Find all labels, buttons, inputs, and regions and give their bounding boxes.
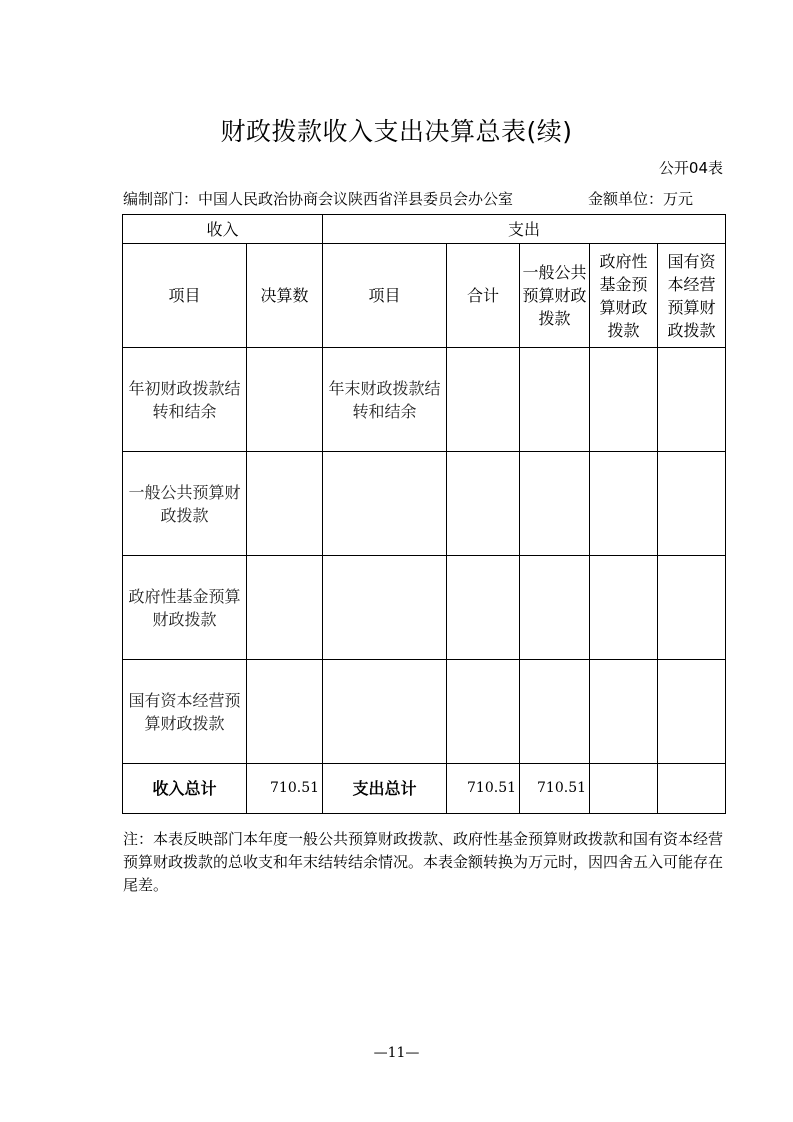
page-title: 财政拨款收入支出决算总表(续) bbox=[220, 117, 573, 146]
row-gov-fund bbox=[590, 556, 658, 660]
row-expense-total bbox=[447, 348, 520, 452]
col-gov-fund: 政府性基金预算财政拨款 bbox=[590, 244, 658, 348]
col-income-item: 项目 bbox=[123, 244, 247, 348]
row-expense-item bbox=[323, 452, 447, 556]
row-income-item: 政府性基金预算财政拨款 bbox=[123, 556, 247, 660]
row-gov-fund bbox=[590, 660, 658, 764]
row-gov-fund bbox=[590, 348, 658, 452]
income-group-header: 收入 bbox=[123, 215, 323, 244]
income-total-label: 收入总计 bbox=[123, 764, 247, 814]
row-income-amount bbox=[247, 348, 323, 452]
totals-row bbox=[123, 764, 726, 814]
form-number: 公开04表 bbox=[658, 159, 723, 177]
col-income-amount: 决算数 bbox=[247, 244, 323, 348]
row-expense-total bbox=[447, 660, 520, 764]
expense-group-header: 支出 bbox=[323, 215, 726, 244]
table-row bbox=[123, 452, 726, 556]
footnote: 注：本表反映部门本年度一般公共预算财政拨款、政府性基金预算财政拨款和国有资本经营预算财政拨款的总收支和年末结转结余情况。本表金额转换为万元时，因四舍五入可能存在尾差。 bbox=[123, 830, 724, 894]
row-income-amount bbox=[247, 452, 323, 556]
row-expense-total bbox=[447, 452, 520, 556]
state-capital-total bbox=[658, 764, 726, 814]
row-general-budget bbox=[520, 556, 590, 660]
col-expense-total: 合计 bbox=[447, 244, 520, 348]
col-state-capital: 国有资本经营预算财政拨款 bbox=[658, 244, 726, 348]
col-general-budget: 一般公共预算财政拨款 bbox=[520, 244, 590, 348]
row-state-capital bbox=[658, 452, 726, 556]
row-income-item: 一般公共预算财政拨款 bbox=[123, 452, 247, 556]
income-total-amount: 710.51 bbox=[247, 764, 323, 814]
row-expense-item bbox=[323, 556, 447, 660]
org-label: 编制部门：中国人民政治协商会议陕西省洋县委员会办公室 bbox=[123, 190, 514, 208]
row-expense-item: 年末财政拨款结转和结余 bbox=[323, 348, 447, 452]
row-income-amount bbox=[247, 660, 323, 764]
page-number: —11— bbox=[373, 1045, 420, 1061]
group-header-row bbox=[123, 215, 726, 244]
expense-total-amount: 710.51 bbox=[447, 764, 520, 814]
col-expense-item: 项目 bbox=[323, 244, 447, 348]
row-general-budget bbox=[520, 348, 590, 452]
general-budget-total: 710.51 bbox=[520, 764, 590, 814]
budget-table bbox=[122, 214, 726, 814]
row-general-budget bbox=[520, 452, 590, 556]
gov-fund-total bbox=[590, 764, 658, 814]
table-row bbox=[123, 348, 726, 452]
expense-total-label: 支出总计 bbox=[323, 764, 447, 814]
row-state-capital bbox=[658, 556, 726, 660]
row-income-amount bbox=[247, 556, 323, 660]
row-income-item: 国有资本经营预算财政拨款 bbox=[123, 660, 247, 764]
row-state-capital bbox=[658, 660, 726, 764]
row-state-capital bbox=[658, 348, 726, 452]
table-row bbox=[123, 660, 726, 764]
row-gov-fund bbox=[590, 452, 658, 556]
column-header-row bbox=[123, 244, 726, 348]
row-expense-total bbox=[447, 556, 520, 660]
unit-label: 金额单位：万元 bbox=[588, 190, 694, 208]
row-expense-item bbox=[323, 660, 447, 764]
row-income-item: 年初财政拨款结转和结余 bbox=[123, 348, 247, 452]
table-row bbox=[123, 556, 726, 660]
row-general-budget bbox=[520, 660, 590, 764]
